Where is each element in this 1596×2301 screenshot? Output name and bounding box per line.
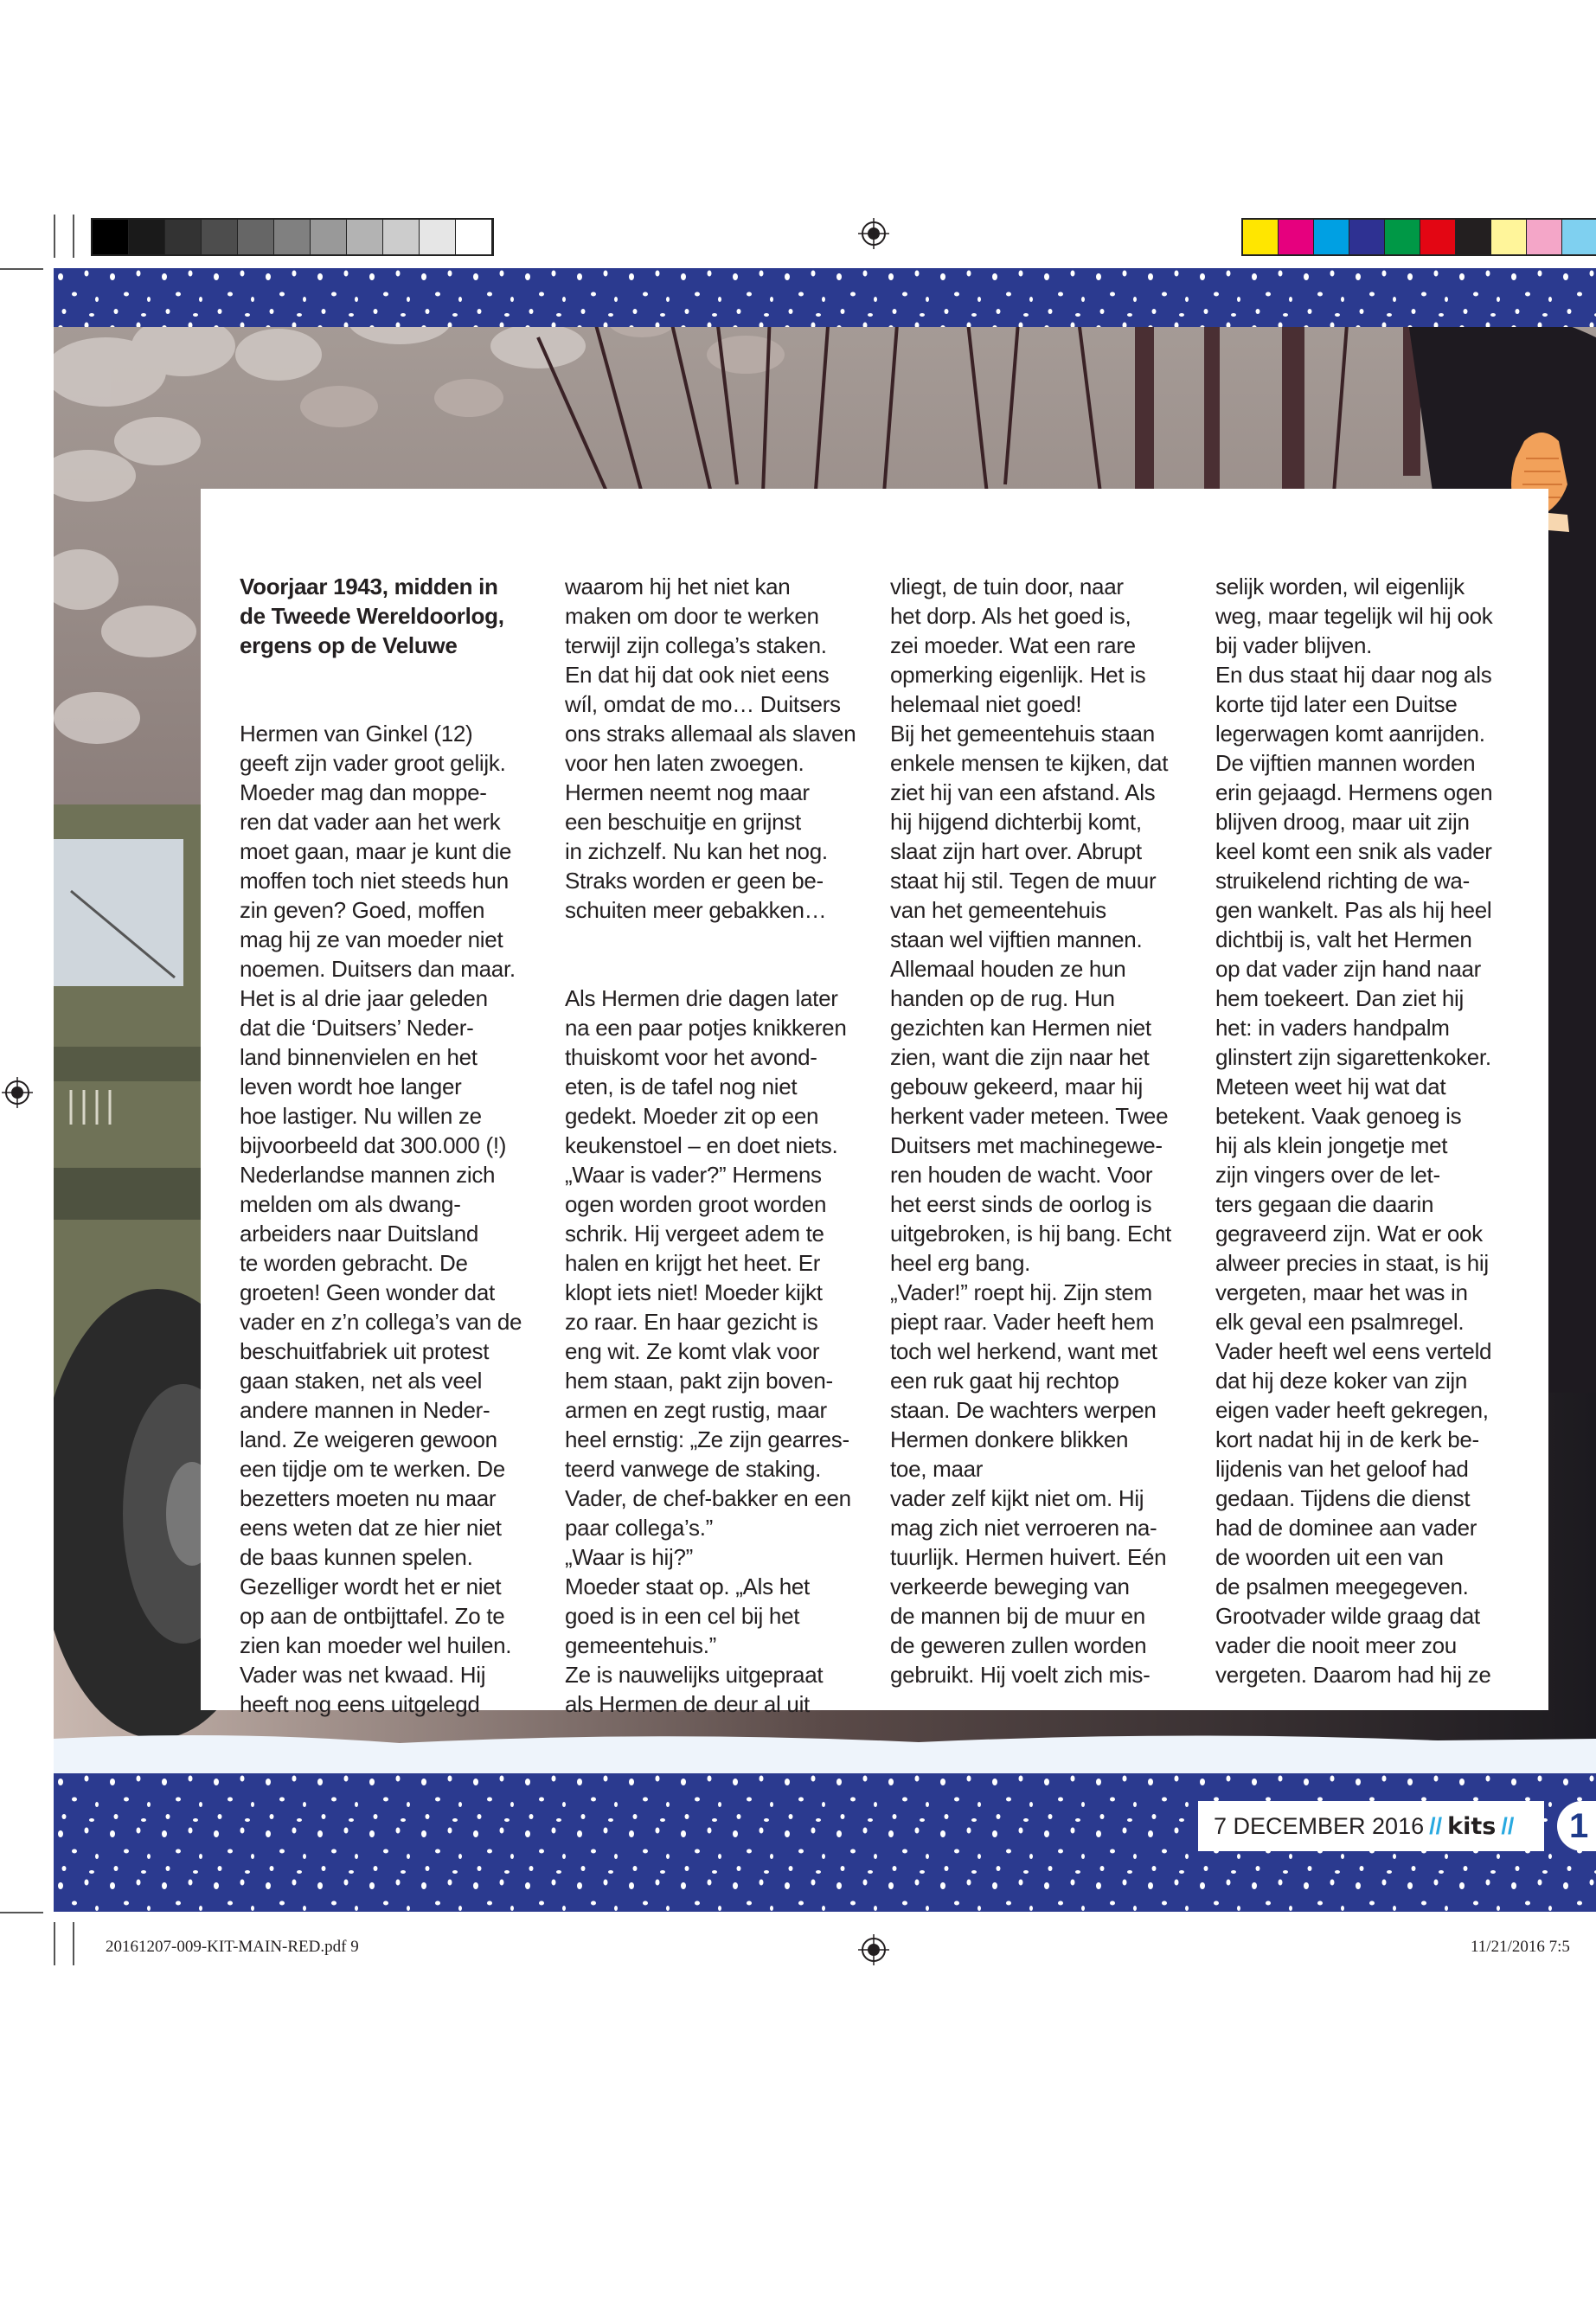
gray-swatch [347,220,383,254]
registration-crosshair-icon [858,1934,889,1965]
article-column-2 [565,542,872,1748]
trim-mark [0,268,43,270]
article-column-3 [890,542,1197,1719]
color-swatch [1385,220,1420,254]
registration-crosshair-icon [2,1077,33,1108]
gray-swatch [311,220,347,254]
gray-swatch [93,220,129,254]
article-paragraph: Als Hermen drie dagen later na een paar potjes knikkeren thuiskomt voor het avond- eten, is de tafel nog niet gedekt. Moeder zit op een keukenstoel – en doet niets. „Waar is vader?” Hermens ogen worden groot worden schrik. Hij vergeet adem te halen en krijgt het heet. Er klopt iets niet! Moeder kijkt zo raar. En haar gezicht is eng wit. Ze komt vlak voor hem staan, pakt zijn boven- armen en zegt rustig, maar heel ernstig: „Ze zijn gearres- teerd vanwege de staking. Vader, de chef-bakker en een paar collega’s.” „Waar is hij?” Moeder staat op. „Als het goed is in een cel bij het gemeentehuis.” Ze is nauwelijks uitgepraat als Hermen de deur al uit [565,985,851,1717]
trim-mark [0,1912,43,1913]
print-slug-filename: 20161207-009-KIT-MAIN-RED.pdf 9 [106,1938,359,1956]
footer-separator: // [1501,1812,1515,1839]
color-swatch [1279,220,1314,254]
color-calibration-bar [1241,218,1596,256]
article-heading: Voorjaar 1943, midden in de Tweede Wereldoorlog, ergens op de Veluwe [240,574,504,658]
registration-crosshair-icon [858,218,889,249]
article-paragraph: vliegt, de tuin door, naar het dorp. Als het goed is, zei moeder. Wat een rare opmerking eigenlijk. Het is helemaal niet goed! Bij het gemeentehuis staan enkele mensen te kijken, dat ziet hij van een afstand. Als hij hijgend dichterbij komt, slaat zijn hart over. Abrupt staat hij stil. Tegen de muur van het gemeentehuis staan wel vijftien mannen. Allemaal houden ze hun handen op de rug. Hun gezichten kan Hermen niet zien, want die zijn naar het gebouw gekeerd, maar hij herkent vader meteen. Twee Duitsers met machinegewe- ren houden de wacht. Voor het eerst sinds de oorlog is uitgebroken, is hij bang. Echt heel erg bang. „Vader!” roept hij. Zijn stem piept raar. Vader heeft hem toch wel herkend, want met een ruk gaat hij rechtop staan. De wachters werpen Hermen donkere blikken toe, maar vader zelf kijkt niet om. Hij mag zich niet verroeren na- tuurlijk. Hermen huivert. Eén verkeerde beweging van de mannen bij de muur en de geweren zullen worden gebruikt. Hij voelt zich mis- [890,574,1171,1688]
article-column-4 [1215,542,1522,1719]
gray-swatch [129,220,165,254]
gray-swatch [165,220,202,254]
color-swatch [1349,220,1385,254]
magazine-brand: kits [1447,1812,1497,1840]
color-swatch [1527,220,1562,254]
gray-swatch [202,220,238,254]
gray-swatch [456,220,492,254]
gray-swatch [274,220,311,254]
print-slug-timestamp: 11/21/2016 7:5 [1471,1938,1570,1956]
trim-mark [73,215,74,258]
grayscale-calibration-bar [91,218,494,256]
article-paragraph: selijk worden, wil eigenlijk weg, maar tegelijk wil hij ook bij vader blijven. En dus staat hij daar nog als korte tijd later een Duitse legerwagen komt aanrijden. De vijftien mannen worden erin gejaagd. Hermens ogen blijven droog, maar uit zijn keel komt een snik als vader struikelend richting de wa- gen wankelt. Pas als hij heel dichtbij is, valt het Hermen op dat vader zijn hand naar hem toekeert. Dan ziet hij het: in vaders handpalm glinstert zijn sigarettenkoker. Meteen weet hij wat dat betekent. Vaak genoeg is hij als klein jongetje met zijn vingers over de let- ters gegaan die daarin gegraveerd zijn. Wat er ook alweer precies in staat, is hij vergeten, maar het was in elk geval een psalmregel. Vader heeft wel eens verteld dat hij deze koker van zijn eigen vader heeft gekregen, kort nadat hij in de kerk be- lijdenis van het geloof had gedaan. Tijdens die dienst had de dominee aan vader de woorden uit een van de psalmen meegegeven. Grootvader wilde graag dat vader die nooit meer zou vergeten. Daarom had hij ze [1215,574,1493,1688]
gray-swatch [420,220,456,254]
page-footer-tag [1198,1801,1544,1851]
color-swatch [1562,220,1596,254]
trim-mark [73,1922,74,1965]
trim-mark [54,1922,55,1965]
color-swatch [1314,220,1349,254]
footer-separator: // [1429,1812,1443,1839]
article-column-1 [240,542,547,1748]
article-panel [201,489,1548,1717]
trim-mark [54,215,55,258]
color-swatch [1243,220,1279,254]
issue-date: 7 DECEMBER 2016 [1214,1812,1425,1839]
article-paragraph: Hermen van Ginkel (12) geeft zijn vader groot gelijk. Moeder mag dan moppe- ren dat vader aan het werk moet gaan, maar je kunt die moffen toch niet steeds hun zin geven? Goed, moffen mag hij ze van moeder niet noemen. Duitsers dan maar. Het is al drie jaar geleden dat die ‘Duitsers’ Neder- land binnenvielen en het leven wordt hoe langer hoe lastiger. Nu willen ze bijvoorbeeld dat 300.000 (!) Nederlandse mannen zich melden om als dwang- arbeiders naar Duitsland te worden gebracht. De groeten! Geen wonder dat vader en z’n collega’s van de beschuitfabriek uit protest gaan staken, net als veel andere mannen in Neder- land. Ze weigeren gewoon een tijdje om te werken. De bezetters moeten nu maar eens weten dat ze hier niet de baas kunnen spelen. Gezelliger wordt het er niet op aan de ontbijttafel. Zo te zien kan moeder wel huilen. Vader was net kwaad. Hij heeft nog eens uitgelegd [240,721,522,1717]
color-swatch [1456,220,1491,254]
color-swatch [1420,220,1456,254]
article-paragraph: waarom hij het niet kan maken om door te werken terwijl zijn collega’s staken. En dat hij dat ook niet eens wíl, omdat de mo… Duitsers ons straks allemaal als slaven voor hen laten zwoegen. Hermen neemt nog maar een beschuitje en grijnst in zichzelf. Nu kan het nog. Straks worden er geen be- schuiten meer gebakken… [565,574,856,923]
color-swatch [1491,220,1527,254]
gray-swatch [238,220,274,254]
page-number: 1 [1557,1801,1596,1851]
gray-swatch [383,220,420,254]
